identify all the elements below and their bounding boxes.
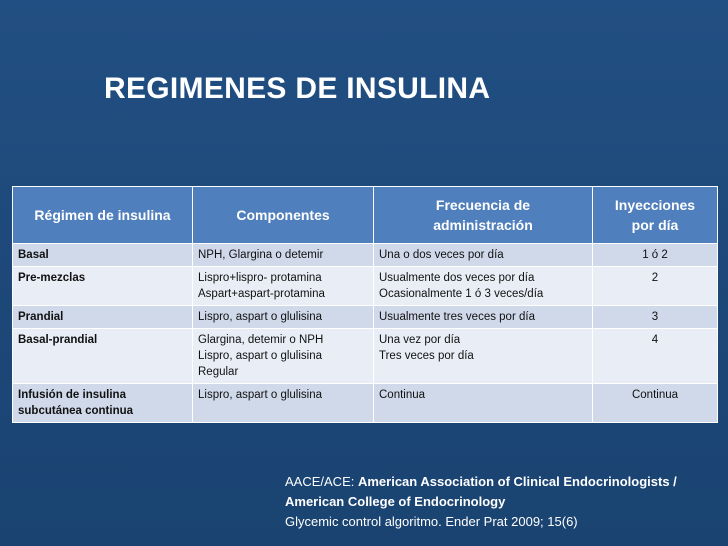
header-inyecciones-line1: Inyecciones bbox=[614, 197, 696, 213]
header-componentes: Componentes bbox=[193, 187, 374, 244]
header-frecuencia bbox=[374, 187, 593, 244]
cell-frecuencia: Una o dos veces por día bbox=[374, 244, 593, 267]
cell-regimen: Pre-mezclas bbox=[13, 267, 193, 306]
table-row bbox=[13, 329, 718, 384]
table-row bbox=[13, 384, 718, 423]
citation-reference: Glycemic control algoritmo. Ender Prat 2009; 15(6) bbox=[285, 514, 578, 529]
cell-frecuencia: Usualmente dos veces por día Ocasionalmente 1 ó 3 veces/día bbox=[374, 267, 593, 306]
cell-frecuencia: Continua bbox=[374, 384, 593, 423]
cell-inyecciones: 2 bbox=[593, 267, 718, 306]
cell-componentes: NPH, Glargina o detemir bbox=[193, 244, 374, 267]
cell-regimen: Infusión de insulina subcutánea continua bbox=[13, 384, 193, 423]
cell-componentes: Lispro, aspart o glulisina bbox=[193, 306, 374, 329]
citation-org-line2: American College of Endocrinology bbox=[285, 494, 506, 509]
header-inyecciones-line2: por día bbox=[631, 217, 679, 233]
table-row bbox=[13, 306, 718, 329]
cell-inyecciones: 3 bbox=[593, 306, 718, 329]
cell-regimen: Basal-prandial bbox=[13, 329, 193, 384]
cell-frecuencia: Una vez por día Tres veces por día bbox=[374, 329, 593, 384]
cell-inyecciones: Continua bbox=[593, 384, 718, 423]
header-frecuencia-line1: Frecuencia de bbox=[435, 197, 531, 213]
table-header-row bbox=[13, 187, 718, 244]
header-frecuencia-line2: administración bbox=[433, 217, 533, 233]
cell-componentes: Lispro+lispro- protamina Aspart+aspart-protamina bbox=[193, 267, 374, 306]
cell-inyecciones: 4 bbox=[593, 329, 718, 384]
cell-regimen: Prandial bbox=[13, 306, 193, 329]
table-row bbox=[13, 267, 718, 306]
citation-prefix: AACE/ACE: bbox=[285, 474, 358, 489]
header-inyecciones bbox=[593, 187, 718, 244]
cell-componentes: Glargina, detemir o NPH Lispro, aspart o glulisina Regular bbox=[193, 329, 374, 384]
cell-regimen: Basal bbox=[13, 244, 193, 267]
cell-frecuencia: Usualmente tres veces por día bbox=[374, 306, 593, 329]
insulin-regimens-table bbox=[12, 186, 718, 423]
table-row bbox=[13, 244, 718, 267]
cell-componentes: Lispro, aspart o glulisina bbox=[193, 384, 374, 423]
slide-title: REGIMENES DE INSULINA bbox=[104, 72, 491, 105]
citation bbox=[285, 472, 715, 532]
header-regimen: Régimen de insulina bbox=[13, 187, 193, 244]
cell-inyecciones: 1 ó 2 bbox=[593, 244, 718, 267]
citation-org-line1: American Association of Clinical Endocrinologists / bbox=[357, 474, 677, 489]
